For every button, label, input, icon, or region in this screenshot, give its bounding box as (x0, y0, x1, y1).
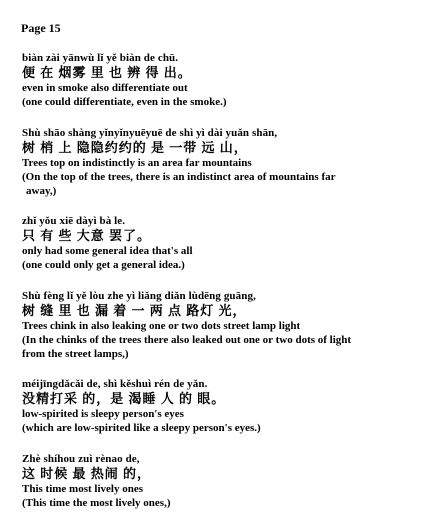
chinese-line: 只 有 些 大意 罢了。 (22, 228, 152, 243)
translation-line: (which are low-spirited like a sleepy person's eyes.) (22, 422, 261, 434)
chinese-line: 便 在 烟雾 里 也 辨 得 出。 (22, 65, 192, 80)
translation-line: (In the chinks of the trees there also leaked out one or two dots of light (22, 334, 352, 346)
translation-line-continued: from the street lamps,) (22, 348, 129, 360)
gloss-line: This time most lively ones (22, 483, 143, 495)
gloss-line: Trees top on indistinctly is an area far mountains (22, 157, 252, 169)
chinese-line: 树 缝 里 也 漏 着 一 两 点 路灯 光， (22, 303, 247, 318)
pinyin-line: Shù shāo shàng yǐnyǐnyuēyuē de shì yì dài yuǎn shān, (22, 127, 278, 139)
translation-line: (one could only get a general idea.) (22, 259, 185, 271)
translation-line: (This time the most lively ones,) (22, 497, 171, 509)
pinyin-line: méijīngdǎcǎi de, shì kěshuì rén de yǎn. (22, 378, 208, 390)
chinese-line: 没精打采 的，是 渴睡 人 的 眼。 (22, 391, 226, 406)
gloss-line: even in smoke also differentiate out (22, 82, 188, 94)
gloss-line: low-spirited is sleepy person's eyes (22, 408, 184, 420)
translation-line-continued: away,) (26, 185, 57, 197)
pinyin-line: Zhè shíhou zuì rènao de, (22, 453, 140, 465)
page-label: Page 15 (21, 21, 61, 35)
pinyin-line: zhǐ yǒu xiē dàyì bà le. (22, 215, 126, 227)
chinese-line: 树 梢 上 隐隐约约的 是 一带 远 山， (22, 140, 248, 155)
gloss-line: Trees chink in also leaking one or two dots street lamp light (22, 320, 301, 332)
translation-line: (one could differentiate, even in the smoke.) (22, 96, 227, 108)
chinese-line: 这 时候 最 热闹 的， (22, 466, 152, 481)
pinyin-line: Shù fèng lǐ yě lòu zhe yì liǎng diǎn lùdēng guāng, (22, 290, 256, 302)
gloss-line: only had some general idea that's all (22, 245, 193, 257)
pinyin-line: biàn zài yānwù lǐ yě biàn de chū. (22, 52, 179, 64)
translation-line: (On the top of the trees, there is an indistinct area of mountains far (22, 171, 336, 183)
